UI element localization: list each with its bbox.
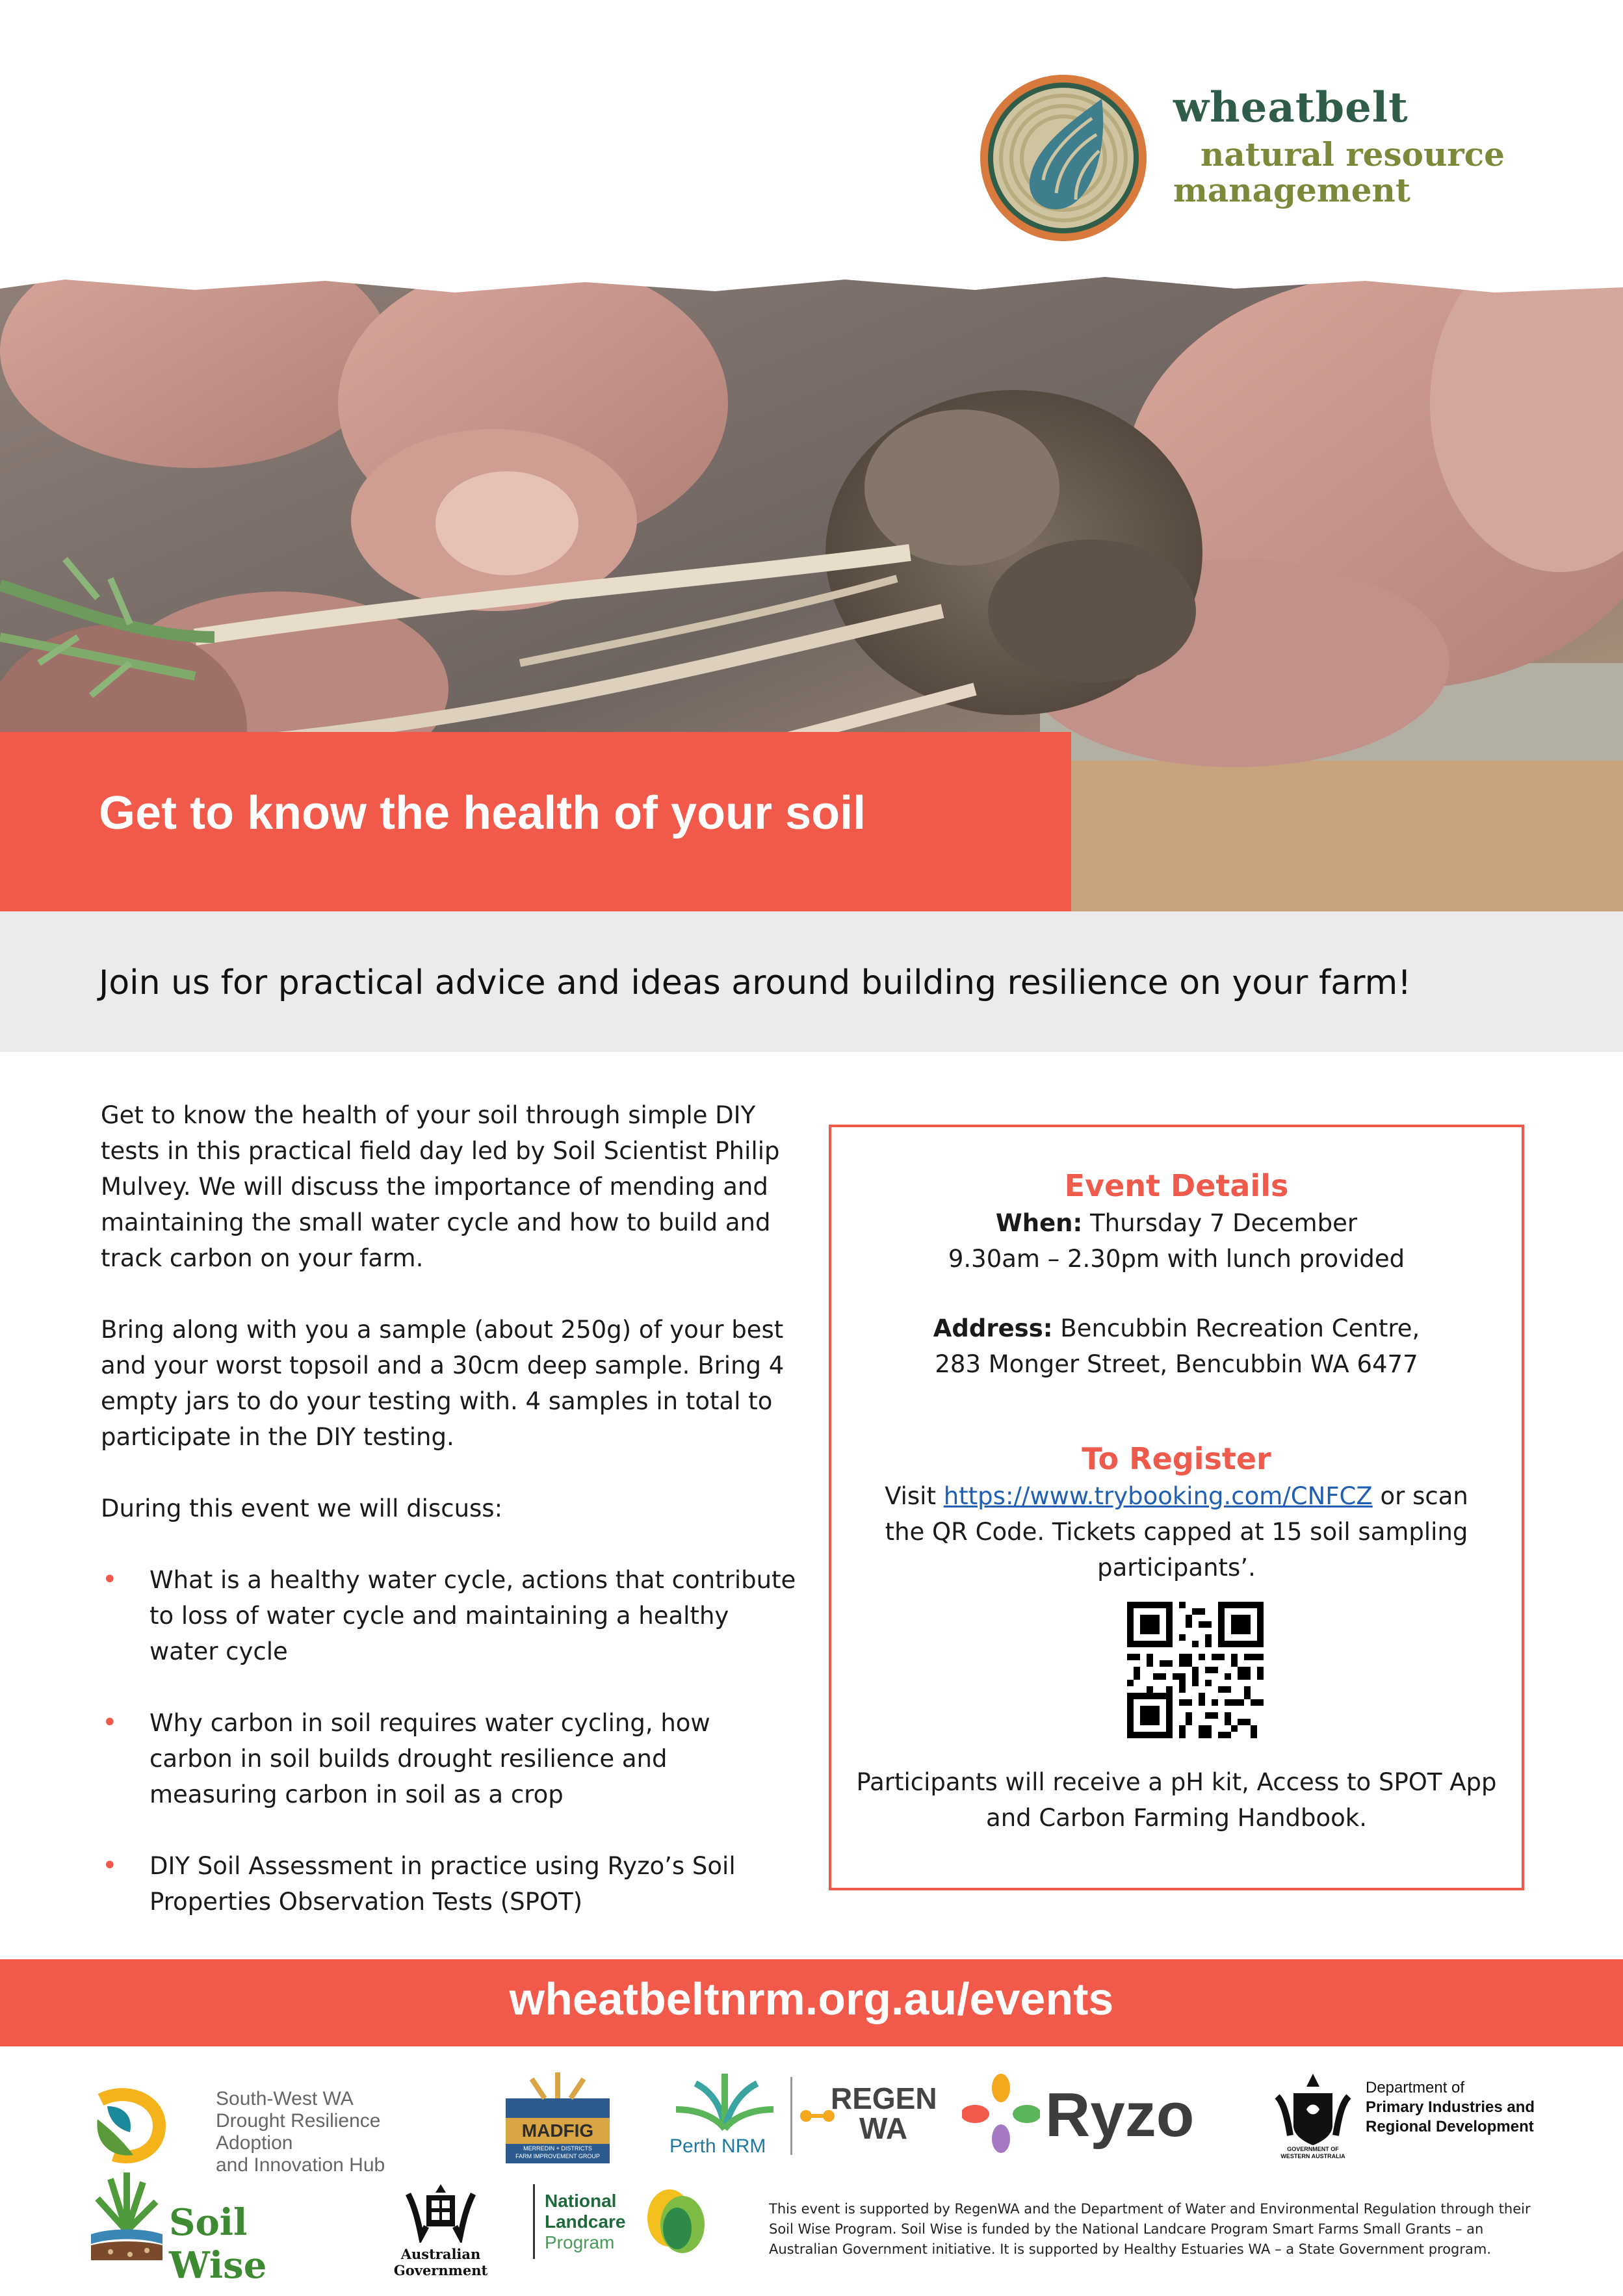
- national-landcare-program-logo: [533, 2184, 721, 2262]
- regen-wa-text: WA: [859, 2111, 908, 2145]
- list-item: [101, 1848, 796, 1920]
- event-date: [831, 1205, 1522, 1241]
- register-post-text: or scan: [1372, 1482, 1468, 1510]
- register-instructions: [831, 1478, 1522, 1514]
- bring-along-paragraph: Bring along with you a sample (about 250g) of your best and your worst topsoil and a 30cm deep sample. Bring 4 empty jars to do your testing with. 4 samples in total to participate in the DIY testing.: [101, 1316, 785, 1451]
- nlp-line2: Landcare: [545, 2211, 626, 2232]
- australian-government-text: Australian Government: [393, 2246, 488, 2278]
- page-subtitle: Join us for practical advice and ideas around building resilience on your farm!: [99, 963, 1412, 1002]
- list-item: [101, 1562, 796, 1669]
- funding-disclaimer: This event is supported by RegenWA and the Department of Water and Environmental Regulation through their Soil Wise Program. Soil Wise is funded by the National Landcare Program Smart Farms Small Grants – an Australian Government initiative. It is supported by Healthy Estuaries WA – a State Government program.: [769, 2201, 1531, 2257]
- address-label: Address:: [933, 1314, 1053, 1342]
- swwa-hub-mark-icon: [88, 2080, 172, 2165]
- ryzo-logo: [962, 2074, 1202, 2158]
- soil-wise-mark-icon: [84, 2172, 169, 2263]
- dpird-gov2: WESTERN AUSTRALIA: [1280, 2153, 1345, 2159]
- soil-wise-logo: [84, 2172, 331, 2287]
- logo-divider: [790, 2077, 792, 2155]
- dpird-gov1: GOVERNMENT OF: [1287, 2146, 1339, 2152]
- logo-wordmark-natural-resource: natural resource: [1201, 135, 1505, 174]
- event-details-box: [829, 1125, 1524, 1890]
- madfig-sub1: MERREDIN + DISTRICTS: [523, 2145, 592, 2152]
- discussion-topics-list: [101, 1562, 796, 1920]
- list-item-text: DIY Soil Assessment in practice using Ryzo’s Soil Properties Observation Tests (SPOT): [149, 1852, 736, 1916]
- list-item-text: Why carbon in soil requires water cycling, how carbon in soil builds drought resilience and measuring carbon in soil as a crop: [149, 1709, 710, 1808]
- perth-nrm-regenwa-logo: [669, 2070, 937, 2161]
- logo-wordmark-wheatbelt: wheatbelt: [1173, 83, 1409, 132]
- australian-government-logo: [356, 2181, 525, 2278]
- list-item-text: What is a healthy water cycle, actions that contribute to loss of water cycle and maintaining a healthy water cycle: [149, 1566, 796, 1665]
- perth-nrm-text: Perth NRM: [669, 2135, 766, 2157]
- logo-divider: [533, 2184, 535, 2259]
- southwest-wa-hub-logo: [88, 2080, 452, 2176]
- madfig-text: MADFIG: [521, 2120, 594, 2141]
- swwa-line3: and Innovation Hub: [216, 2154, 385, 2176]
- nlp-line1: National: [545, 2191, 617, 2211]
- commonwealth-coat-of-arms-icon: [402, 2181, 480, 2243]
- madfig-sub2: FARM IMPROVEMENT GROUP: [515, 2153, 600, 2159]
- page-title: Get to know the health of your soil: [99, 787, 866, 839]
- when-label: When:: [995, 1209, 1083, 1237]
- swwa-line2: Drought Resilience Adoption: [216, 2110, 381, 2154]
- nlp-line3: Program: [545, 2232, 615, 2252]
- register-line2: the QR Code. Tickets capped at 15 soil sampling: [885, 1518, 1468, 1546]
- dpird-line2: Primary Industries and: [1366, 2098, 1535, 2116]
- event-details-heading: Event Details: [1064, 1168, 1289, 1203]
- register-heading: To Register: [1082, 1441, 1271, 1476]
- bullet-icon: •: [102, 1708, 118, 1738]
- register-pre-text: Visit: [885, 1482, 944, 1510]
- event-address: [831, 1311, 1522, 1346]
- events-url-link[interactable]: wheatbeltnrm.org.au/events: [509, 1974, 1114, 2024]
- wheatbelt-logo-mark-icon: [978, 73, 1149, 243]
- swwa-line1: South-West WA: [216, 2088, 354, 2109]
- when-value: Thursday 7 December: [1082, 1209, 1358, 1237]
- perth-nrm-mark-icon: [669, 2070, 780, 2135]
- bullet-icon: •: [102, 1851, 118, 1881]
- logo-wordmark-management: management: [1173, 171, 1410, 209]
- wa-coat-of-arms-icon: [1271, 2070, 1355, 2148]
- event-time: 9.30am – 2.30pm with lunch provided: [948, 1245, 1405, 1273]
- discussion-intro: During this event we will discuss:: [101, 1494, 503, 1522]
- address-line1: Bencubbin Recreation Centre,: [1052, 1314, 1420, 1342]
- dpird-logo: [1271, 2070, 1544, 2165]
- wheatbelt-nrm-logo: [978, 73, 1563, 248]
- event-description: [101, 1097, 796, 1955]
- address-line2: 283 Monger Street, Bencubbin WA 6477: [935, 1350, 1418, 1378]
- dpird-line3: Regional Development: [1366, 2118, 1534, 2135]
- ryzo-mark-icon: [962, 2074, 1040, 2158]
- bullet-icon: •: [102, 1565, 118, 1595]
- ryzo-text: Ryzo: [1045, 2080, 1195, 2150]
- regen-text: REGEN: [831, 2081, 937, 2115]
- participants-line1: Participants will receive a pH kit, Access to SPOT App: [856, 1768, 1497, 1796]
- qr-code-icon[interactable]: [1127, 1602, 1264, 1738]
- intro-paragraph: Get to know the health of your soil through simple DIY tests in this practical field day led by Soil Scientist Philip Mulvey. We will discuss the importance of mending and maintaining the small water cycle and how to build and track carbon on your farm.: [101, 1101, 780, 1272]
- trybooking-link[interactable]: https://www.trybooking.com/CNFCZ: [943, 1482, 1373, 1510]
- register-line3: participants’.: [1097, 1554, 1256, 1582]
- madfig-logo: [506, 2072, 610, 2163]
- participants-line2: and Carbon Farming Handbook.: [986, 1804, 1367, 1832]
- soil-wise-text: Soil Wise: [169, 2201, 267, 2287]
- list-item: [101, 1705, 796, 1812]
- landcare-leaf-icon: [643, 2185, 708, 2257]
- dpird-line1: Department of: [1366, 2079, 1465, 2096]
